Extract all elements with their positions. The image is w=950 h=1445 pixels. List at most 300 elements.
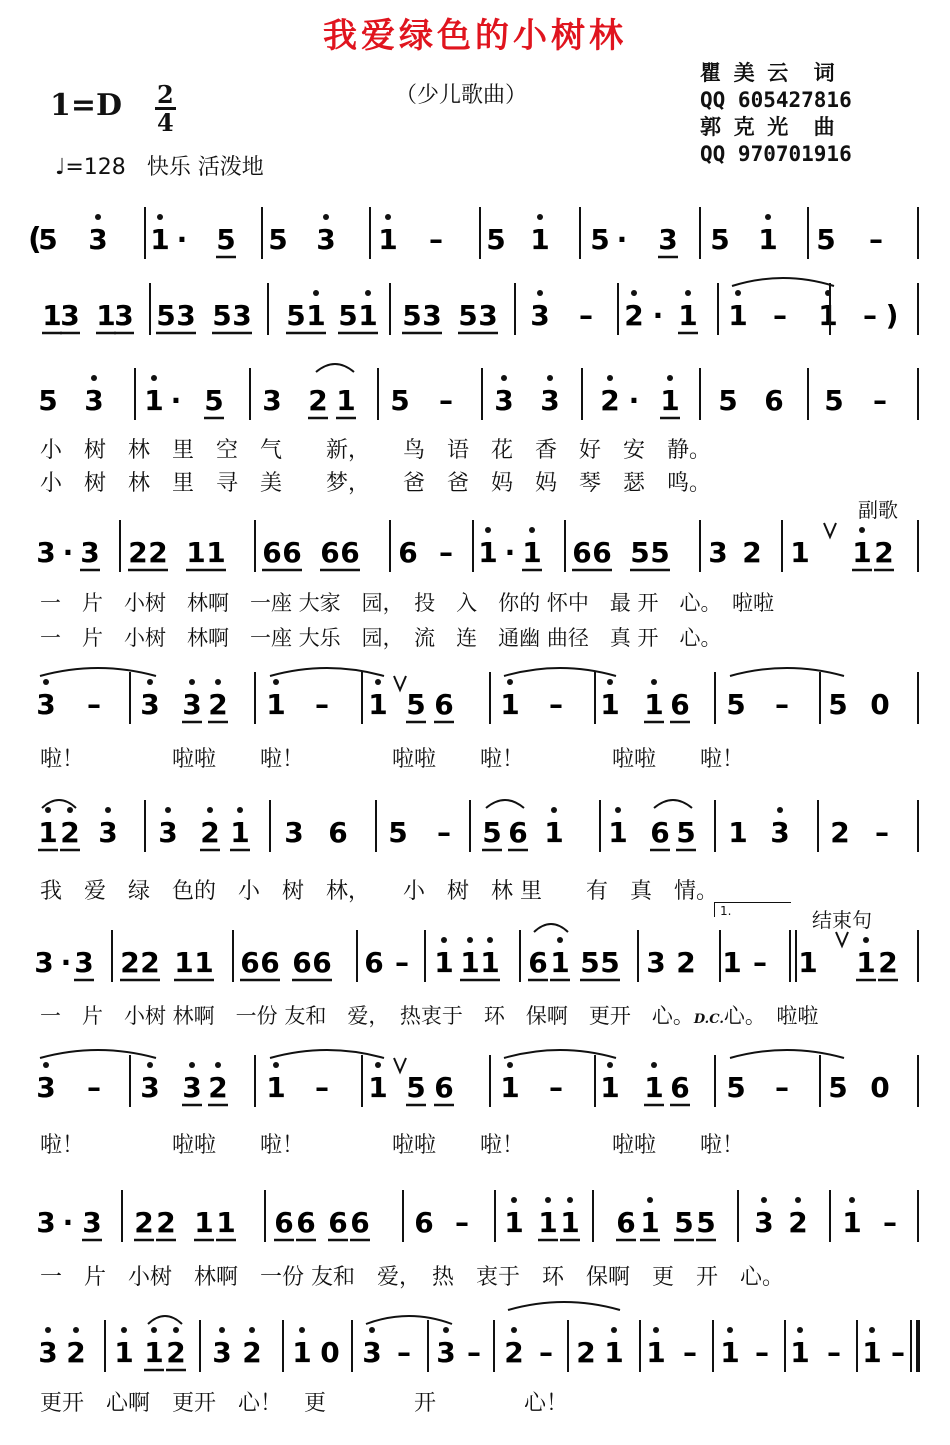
note: 1 xyxy=(292,1336,312,1369)
note: 5 xyxy=(828,688,848,721)
note: 6 xyxy=(650,816,670,849)
note: 2 xyxy=(60,816,80,849)
octave-dot xyxy=(189,679,195,685)
note: 5 xyxy=(388,816,408,849)
octave-dot xyxy=(249,1327,255,1333)
note: 5 xyxy=(212,299,232,332)
note: 2 xyxy=(120,946,140,979)
note: – xyxy=(315,688,329,721)
note: 1 xyxy=(544,816,564,849)
song-subtitle: （少儿歌曲） xyxy=(395,83,528,108)
tie xyxy=(486,800,524,808)
octave-dot xyxy=(501,375,507,381)
note: 6 xyxy=(528,946,548,979)
note: 5 xyxy=(726,688,746,721)
note: 6 xyxy=(434,1071,454,1104)
note: – xyxy=(775,688,789,721)
octave-dot xyxy=(237,807,243,813)
note: 2 xyxy=(66,1336,86,1369)
lyricist: 瞿 美 云 词 xyxy=(700,61,835,85)
octave-dot xyxy=(323,214,329,220)
note: 3 xyxy=(182,1071,202,1104)
octave-dot xyxy=(365,290,371,296)
octave-dot xyxy=(219,1327,225,1333)
octave-dot xyxy=(795,1197,801,1203)
octave-dot xyxy=(567,1197,573,1203)
note: 6 xyxy=(364,946,384,979)
note: 5 xyxy=(580,946,600,979)
lyric-line-4b: 一 片 小树 林啊 一座 大乐 园， 流 连 通幽 曲径 真 开 心。 xyxy=(40,626,722,650)
note: 3 xyxy=(80,536,100,569)
note: – xyxy=(775,1071,789,1104)
time-sig-top: 2 xyxy=(157,80,174,109)
note: 2 xyxy=(504,1336,524,1369)
octave-dot xyxy=(557,937,563,943)
octave-dot xyxy=(313,290,319,296)
note: 1 xyxy=(604,1336,624,1369)
tie xyxy=(534,924,568,932)
note: – xyxy=(549,1071,563,1104)
octave-dot xyxy=(441,937,447,943)
tie xyxy=(654,800,692,808)
note: 0 xyxy=(320,1336,340,1369)
note: – xyxy=(397,1336,411,1369)
tie xyxy=(366,1316,452,1324)
note: 2 xyxy=(742,536,762,569)
note: 3 xyxy=(658,223,678,256)
note: 1 xyxy=(368,1071,388,1104)
note: 2 xyxy=(600,384,620,417)
note: 3 xyxy=(140,1071,160,1104)
note: 6 xyxy=(312,946,332,979)
time-sig-bottom: 4 xyxy=(157,108,174,137)
note: 2 xyxy=(128,536,148,569)
octave-dot xyxy=(667,375,673,381)
note: 1 xyxy=(600,688,620,721)
octave-dot xyxy=(67,807,73,813)
note: 2 xyxy=(576,1336,596,1369)
note: 5 xyxy=(338,299,358,332)
lyric-line-5: 啦！ 啦啦 啦！ 啦啦 啦！ 啦啦 啦！ xyxy=(40,747,745,772)
key-signature: 1=D xyxy=(50,88,123,123)
note: 6 xyxy=(670,1071,690,1104)
note: 1 xyxy=(644,1071,664,1104)
note: 1 xyxy=(500,1071,520,1104)
octave-dot xyxy=(537,214,543,220)
lyric-line-3a: 小 树 林 里 空 气 新， 鸟 语 花 香 好 安 静。 xyxy=(40,438,712,463)
note: – xyxy=(437,816,451,849)
note: 2 xyxy=(200,816,220,849)
octave-dot xyxy=(631,290,637,296)
tie xyxy=(730,1050,844,1058)
note: 3 xyxy=(770,816,790,849)
tie xyxy=(42,800,76,808)
note: 1 xyxy=(368,688,388,721)
octave-dot xyxy=(511,1327,517,1333)
octave-dot xyxy=(651,1062,657,1068)
note: – xyxy=(87,688,101,721)
note: 1 xyxy=(790,536,810,569)
note: – xyxy=(539,1336,553,1369)
note: 5 xyxy=(710,223,730,256)
note: 2 xyxy=(208,1071,228,1104)
octave-dot xyxy=(43,1062,49,1068)
octave-dot xyxy=(207,807,213,813)
octave-dot xyxy=(273,1062,279,1068)
octave-dot xyxy=(607,679,613,685)
note: 1 xyxy=(194,1206,214,1239)
octave-dot xyxy=(157,214,163,220)
tie xyxy=(270,1050,384,1058)
note: 5 xyxy=(38,223,58,256)
note: 2 xyxy=(242,1336,262,1369)
note: 1 xyxy=(480,946,500,979)
notation-line-10 xyxy=(38,1320,918,1372)
note: 1 xyxy=(646,1336,666,1369)
note: 1 xyxy=(434,946,454,979)
note: – xyxy=(315,1071,329,1104)
note: 6 xyxy=(414,1206,434,1239)
notation-line-9 xyxy=(36,1190,918,1242)
note: 1 xyxy=(358,299,378,332)
note: 3 xyxy=(82,1206,102,1239)
note: 3 xyxy=(754,1206,774,1239)
tie xyxy=(508,1302,620,1310)
note: 5 xyxy=(38,384,58,417)
octave-dot xyxy=(189,1062,195,1068)
tie xyxy=(148,1316,182,1324)
note: – xyxy=(439,384,453,417)
note: 1 xyxy=(842,1206,862,1239)
octave-dot xyxy=(299,1327,305,1333)
note: 1 xyxy=(504,1206,524,1239)
note: 1 xyxy=(790,1336,810,1369)
note: 1 xyxy=(856,946,876,979)
octave-dot xyxy=(545,1197,551,1203)
note: – xyxy=(439,536,453,569)
note: 3 xyxy=(74,946,94,979)
note: – xyxy=(863,299,877,332)
note: 5 xyxy=(828,1071,848,1104)
octave-dot xyxy=(507,1062,513,1068)
note: 1 xyxy=(862,1336,882,1369)
note: 3 xyxy=(60,299,80,332)
lyric-line-10: 更开 心啊 更开 心！ 更 开 心！ xyxy=(40,1391,569,1416)
tie xyxy=(732,278,834,286)
octave-dot xyxy=(95,214,101,220)
octave-dot xyxy=(761,1197,767,1203)
notation-line-7 xyxy=(34,930,918,982)
note: 2 xyxy=(166,1336,186,1369)
breath-mark xyxy=(394,1058,406,1072)
octave-dot xyxy=(537,290,543,296)
note: · xyxy=(176,223,188,256)
note: 2 xyxy=(830,816,850,849)
tie xyxy=(504,1050,616,1058)
note: 3 xyxy=(34,946,54,979)
note: 5 xyxy=(726,1071,746,1104)
note: 1 xyxy=(38,816,58,849)
note: 1 xyxy=(216,1206,236,1239)
tie xyxy=(730,668,844,676)
note: 2 xyxy=(134,1206,154,1239)
note: 1 xyxy=(678,299,698,332)
note: 3 xyxy=(212,1336,232,1369)
note: 3 xyxy=(176,299,196,332)
note: 3 xyxy=(708,536,728,569)
note: 1 xyxy=(194,946,214,979)
lyric-line-6: 我 爱 绿 色的 小 树 林， 小 树 林 里 有 真 情。 xyxy=(40,879,718,904)
note: · xyxy=(170,384,182,417)
octave-dot xyxy=(849,1197,855,1203)
note: 0 xyxy=(870,688,890,721)
note: 6 xyxy=(292,946,312,979)
note: 0 xyxy=(870,1071,890,1104)
note: 1 xyxy=(460,946,480,979)
note: 5 xyxy=(718,384,738,417)
octave-dot xyxy=(529,527,535,533)
octave-dot xyxy=(507,679,513,685)
note: 1 xyxy=(660,384,680,417)
note: 3 xyxy=(646,946,666,979)
octave-dot xyxy=(173,1327,179,1333)
note: – xyxy=(883,1206,897,1239)
note: 6 xyxy=(350,1206,370,1239)
note: – xyxy=(455,1206,469,1239)
note: 1 xyxy=(608,816,628,849)
note: 3 xyxy=(38,1336,58,1369)
lyric-line-7-tail: 心。 啦啦 xyxy=(723,1004,819,1028)
note: 3 xyxy=(36,1206,56,1239)
note: 5 xyxy=(824,384,844,417)
tempo-mark: ♩=128 xyxy=(55,155,126,180)
note: 1 xyxy=(266,1071,286,1104)
octave-dot xyxy=(547,375,553,381)
octave-dot xyxy=(607,375,613,381)
note: 1 xyxy=(758,223,778,256)
note: 1 xyxy=(728,816,748,849)
note: 3 xyxy=(316,223,336,256)
note: 2 xyxy=(788,1206,808,1239)
note: 1 xyxy=(720,1336,740,1369)
octave-dot xyxy=(375,1062,381,1068)
note: 5 xyxy=(630,536,650,569)
ending-label: 结束句 xyxy=(812,908,872,932)
note: 5 xyxy=(204,384,224,417)
note: 5 xyxy=(390,384,410,417)
note: 3 xyxy=(540,384,560,417)
note: 6 xyxy=(274,1206,294,1239)
lyric-line-8: 啦！ 啦啦 啦！ 啦啦 啦！ 啦啦 啦！ xyxy=(40,1133,745,1158)
note: 6 xyxy=(262,536,282,569)
note: 3 xyxy=(262,384,282,417)
notation-line-3 xyxy=(38,368,918,420)
note: – xyxy=(869,223,883,256)
note: 1 xyxy=(144,384,164,417)
note: 6 xyxy=(398,536,418,569)
note: · xyxy=(60,946,72,979)
note: 5 xyxy=(696,1206,716,1239)
note: 2 xyxy=(874,536,894,569)
octave-dot xyxy=(73,1327,79,1333)
note: 2 xyxy=(208,688,228,721)
note: 3 xyxy=(98,816,118,849)
breath-mark xyxy=(824,523,836,537)
note: 3 xyxy=(182,688,202,721)
chorus-label: 副歌 xyxy=(858,498,898,522)
note: 3 xyxy=(158,816,178,849)
octave-dot xyxy=(869,1327,875,1333)
note: · xyxy=(628,384,640,417)
note: · xyxy=(652,299,664,332)
note: 5 xyxy=(406,688,426,721)
octave-dot xyxy=(147,679,153,685)
note: 6 xyxy=(320,536,340,569)
octave-dot xyxy=(375,679,381,685)
octave-dot xyxy=(443,1327,449,1333)
octave-dot xyxy=(511,1197,517,1203)
octave-dot xyxy=(151,375,157,381)
note: 1 xyxy=(266,688,286,721)
octave-dot xyxy=(215,679,221,685)
octave-dot xyxy=(859,527,865,533)
octave-dot xyxy=(467,937,473,943)
lyric-line-7-main: 一 片 小树 林啊 一份 友和 爱， 热衷于 环 保啊 更开 心。 xyxy=(40,1004,694,1028)
note: 3 xyxy=(36,688,56,721)
octave-dot xyxy=(487,937,493,943)
note: 6 xyxy=(282,536,302,569)
octave-dot xyxy=(615,807,621,813)
volta-label: 1. xyxy=(720,904,732,918)
note: 3 xyxy=(232,299,252,332)
note: 5 xyxy=(486,223,506,256)
notation-line-1 xyxy=(28,207,918,259)
octave-dot xyxy=(485,527,491,533)
octave-dot xyxy=(147,1062,153,1068)
note: 6 xyxy=(764,384,784,417)
lyric-line-3b: 小 树 林 里 寻 美 梦， 爸 爸 妈 妈 琴 瑟 鸣。 xyxy=(40,471,712,496)
note: 5 xyxy=(590,223,610,256)
note: 3 xyxy=(84,384,104,417)
note: – xyxy=(827,1336,841,1369)
note: 5 xyxy=(676,816,696,849)
note: – xyxy=(773,299,787,332)
note: 1 xyxy=(96,299,116,332)
octave-dot xyxy=(797,1327,803,1333)
note: 5 xyxy=(156,299,176,332)
note: 3 xyxy=(36,536,56,569)
note: 1 xyxy=(500,688,520,721)
note: 1 xyxy=(144,1336,164,1369)
lyric-line-9: 一 片 小树 林啊 一份 友和 爱， 热 衷于 环 保啊 更 开 心。 xyxy=(40,1265,784,1290)
note: 1 xyxy=(174,946,194,979)
note: – xyxy=(683,1336,697,1369)
note: 2 xyxy=(878,946,898,979)
note: 5 xyxy=(458,299,478,332)
note: 1 xyxy=(530,223,550,256)
note: 3 xyxy=(530,299,550,332)
octave-dot xyxy=(215,1062,221,1068)
note: 2 xyxy=(156,1206,176,1239)
song-title: 我爱绿色的小树林 xyxy=(323,16,627,56)
expression-mark: 快乐 活泼地 xyxy=(146,155,264,180)
octave-dot xyxy=(43,679,49,685)
note: ) xyxy=(885,299,899,332)
note: 1 xyxy=(538,1206,558,1239)
octave-dot xyxy=(121,1327,127,1333)
composer: 郭 克 光 曲 xyxy=(700,115,835,139)
note: 1 xyxy=(150,223,170,256)
tie xyxy=(40,668,156,676)
note: 3 xyxy=(494,384,514,417)
lyric-line-4a: 一 片 小树 林啊 一座 大家 园， 投 入 你的 怀中 最 开 心。 啦啦 xyxy=(40,591,775,615)
octave-dot xyxy=(651,679,657,685)
note: 6 xyxy=(508,816,528,849)
note: 6 xyxy=(296,1206,316,1239)
note: 1 xyxy=(818,299,838,332)
note: 2 xyxy=(676,946,696,979)
note: – xyxy=(753,946,767,979)
note: 1 xyxy=(478,536,498,569)
note: 1 xyxy=(336,384,356,417)
open-paren: ( xyxy=(28,222,42,257)
octave-dot xyxy=(653,1327,659,1333)
octave-dot xyxy=(105,807,111,813)
note: 3 xyxy=(140,688,160,721)
note: 1 xyxy=(114,1336,134,1369)
octave-dot xyxy=(607,1062,613,1068)
composer-qq: QQ 970701916 xyxy=(700,142,852,166)
note: – xyxy=(467,1336,481,1369)
note: 1 xyxy=(378,223,398,256)
octave-dot xyxy=(735,290,741,296)
octave-dot xyxy=(165,807,171,813)
note: 1 xyxy=(306,299,326,332)
note: 5 xyxy=(674,1206,694,1239)
note: 6 xyxy=(328,816,348,849)
notation-line-4 xyxy=(36,520,918,572)
note: – xyxy=(395,946,409,979)
tie xyxy=(40,1050,156,1058)
note: – xyxy=(549,688,563,721)
note: 3 xyxy=(422,299,442,332)
octave-dot xyxy=(765,214,771,220)
note: 3 xyxy=(362,1336,382,1369)
octave-dot xyxy=(385,214,391,220)
tie xyxy=(504,668,616,676)
note: · xyxy=(616,223,628,256)
tie xyxy=(270,668,384,676)
note: 3 xyxy=(36,1071,56,1104)
octave-dot xyxy=(611,1327,617,1333)
note: 1 xyxy=(722,946,742,979)
notation-line-5 xyxy=(36,672,918,724)
note: 5 xyxy=(650,536,670,569)
note: 1 xyxy=(186,536,206,569)
notation-line-6 xyxy=(38,800,918,852)
breath-mark xyxy=(836,932,848,946)
note: – xyxy=(429,223,443,256)
note: – xyxy=(891,1336,905,1369)
note: 6 xyxy=(260,946,280,979)
note: 3 xyxy=(284,816,304,849)
lyricist-qq: QQ 605427816 xyxy=(700,88,852,112)
note: 5 xyxy=(216,223,236,256)
note: 1 xyxy=(42,299,62,332)
note: 1 xyxy=(600,1071,620,1104)
note: 1 xyxy=(798,946,818,979)
octave-dot xyxy=(369,1327,375,1333)
